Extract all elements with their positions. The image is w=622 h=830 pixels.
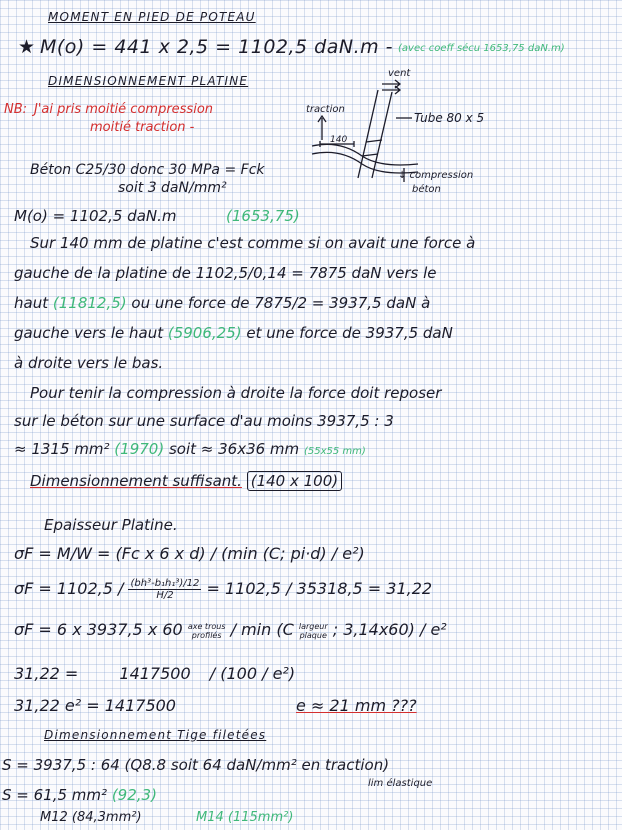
nb-label: NB: bbox=[4, 102, 28, 117]
m0-line: M(o) = 1102,5 daN.m bbox=[14, 207, 177, 225]
tiges-title: Dimensionnement Tige filetées bbox=[44, 728, 267, 742]
formula-3a: σF = 6 x 3937,5 x 60 bbox=[14, 620, 183, 639]
formula-4b: 1417500 bbox=[119, 664, 191, 683]
para-line-4-green: (5906,25) bbox=[167, 324, 242, 342]
column-base-diagram bbox=[300, 60, 510, 200]
vent-label: vent bbox=[388, 68, 411, 79]
limit-elastic-note: lim élastique bbox=[368, 778, 433, 789]
tiges-line-2-green: (92,3) bbox=[111, 786, 157, 804]
para-line-8-green-2: (55x55 mm) bbox=[303, 446, 366, 457]
dimension-label: 140 bbox=[330, 135, 348, 145]
axe-trous-text: axe trous bbox=[187, 621, 226, 631]
moment-green-note: (avec coeff sécu 1653,75 daN.m) bbox=[398, 43, 565, 54]
moment-formula: M(o) = 441 x 2,5 = 1102,5 daN.m - bbox=[40, 36, 394, 58]
para-line-2: gauche de la platine de 1102,5/0,14 = 7875 daN vers le bbox=[14, 264, 437, 282]
plaque-text: plaque bbox=[299, 630, 327, 640]
para-line-7: sur le béton sur une surface d'au moins 3937,5 : 3 bbox=[14, 412, 394, 430]
inertia-denominator: H/2 bbox=[156, 590, 174, 601]
inertia-numerator: (bh³-b₁h₁³)/12 bbox=[130, 578, 200, 589]
para-line-3a: haut bbox=[14, 294, 49, 312]
compression-label: ↓ compression bbox=[398, 170, 474, 181]
para-line-6: Pour tenir la compression à droite la force doit reposer bbox=[30, 384, 442, 402]
beton-line-2: soit 3 daN/mm² bbox=[118, 180, 227, 196]
m0-green: (1653,75) bbox=[226, 207, 300, 225]
para-line-8-green: (1970) bbox=[114, 440, 165, 458]
para-line-8b: soit ≈ 36x36 mm bbox=[168, 440, 300, 458]
para-line-8a: ≈ 1315 mm² bbox=[14, 440, 110, 458]
para-line-1: Sur 140 mm de platine c'est comme si on avait une force à bbox=[30, 234, 476, 252]
profiles-text: profilés bbox=[191, 630, 222, 640]
plate-size-box: (140 x 100) bbox=[247, 471, 342, 491]
epaisseur-title: Epaisseur Platine. bbox=[44, 516, 178, 534]
para-line-4a: gauche vers le haut bbox=[14, 324, 164, 342]
traction-label: traction bbox=[306, 104, 345, 115]
thickness-result: e ≈ 21 mm ??? bbox=[296, 696, 417, 715]
formula-5a: 31,22 e² = 1417500 bbox=[14, 696, 176, 715]
nb-line-1: J'ai pris moitié compression bbox=[34, 102, 214, 117]
para-line-3-green: (11812,5) bbox=[52, 294, 127, 312]
para-line-3b: ou une force de 7875/2 = 3937,5 daN à bbox=[131, 294, 431, 312]
para-line-4b: et une force de 3937,5 daN bbox=[246, 324, 453, 342]
compression-beton-label: béton bbox=[412, 184, 441, 195]
formula-3b: / min (C bbox=[230, 620, 294, 639]
beton-line-1: Béton C25/30 donc 30 MPa = Fck bbox=[30, 162, 265, 178]
largeur-plaque-annotation bbox=[299, 622, 328, 640]
moment-star: ★ bbox=[18, 36, 36, 58]
largeur-text: largeur bbox=[298, 621, 328, 631]
wind-arrow bbox=[382, 80, 400, 88]
formula-4a: 31,22 = bbox=[14, 664, 79, 683]
tiges-line-1: S = 3937,5 : 64 (Q8.8 soit 64 daN/mm² en traction) bbox=[2, 756, 390, 774]
tube-label: Tube 80 x 5 bbox=[414, 111, 485, 125]
nb-line-2: moitié traction - bbox=[90, 120, 195, 135]
formula-3c: ; 3,14x60) / e² bbox=[332, 620, 447, 639]
formula-2a: σF = 1102,5 / bbox=[14, 579, 124, 598]
platine-title: DIMENSIONNEMENT PLATINE bbox=[48, 74, 249, 88]
formula-2b: = 1102,5 / 35318,5 = 31,22 bbox=[206, 579, 433, 598]
formula-1: σF = M/W = (Fc x 6 x d) / (min (C; pi·d) / e²) bbox=[14, 544, 365, 563]
traction-arrow bbox=[318, 116, 326, 140]
inertia-fraction bbox=[128, 578, 201, 601]
dimensionnement-suffisant: Dimensionnement suffisant. bbox=[30, 472, 242, 490]
m12-line: M12 (84,3mm²) bbox=[40, 810, 142, 825]
formula-4c: / (100 / e²) bbox=[209, 664, 296, 683]
tiges-line-2: S = 61,5 mm² bbox=[2, 786, 108, 804]
m14-line: M14 (115mm²) bbox=[196, 810, 294, 825]
para-line-5: à droite vers le bas. bbox=[14, 354, 164, 372]
axe-trous-annotation bbox=[188, 622, 226, 640]
moment-title: MOMENT EN PIED DE POTEAU bbox=[48, 10, 256, 24]
